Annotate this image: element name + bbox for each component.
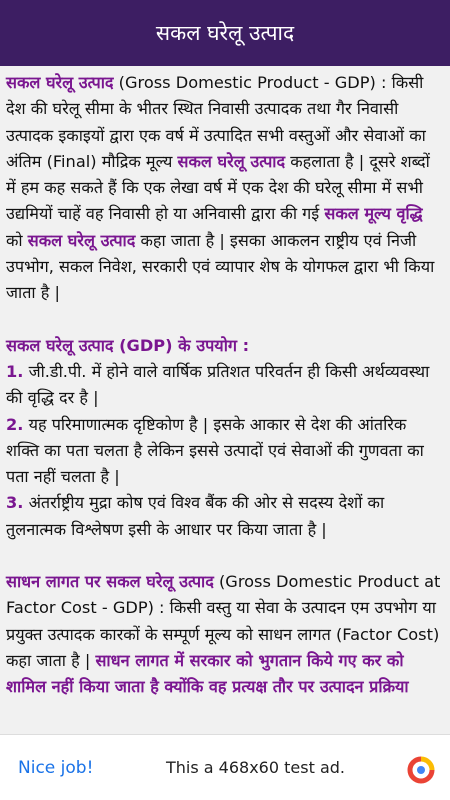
- text-segment: (Gross Domestic Product at Factor Cost - GDP) : किसी वस्तु या सेवा के उत्पादन एम उपभोग या प्रयुक्त उत्पादक कारकों के सम्पूर्ण मूल्य को साधन लागत (Factor Cost) कहा जाता है |: [6, 572, 441, 670]
- item-text: अंतर्राष्ट्रीय मुद्रा कोष एवं विश्व बैंक की ओर से सदस्य देशों का तुलनात्मक विश्लेषण इसी के आधार पर किया जाता है |: [6, 493, 385, 539]
- text-segment: को: [6, 230, 28, 250]
- item-text: यह परिमाणात्मक दृष्टिकोण है | इसके आकार से देश की आंतरिक शक्ति का पता चलता है लेकिन इससे उत्पादों एवं सेवाओं की गुणवता का पता नहीं चलता है |: [6, 414, 424, 487]
- term-gdp: सकल घरेलू उत्पाद: [27, 230, 136, 250]
- paragraph-factor-cost: [6, 569, 444, 700]
- text-segment: (Gross Domestic Product - GDP) : किसी देश की घरेलू सीमा के भीतर स्थित निवासी उत्पादक तथा गैर निवासी उत्पादक इकाइयों द्वारा एक वर्ष में उत्पादित सभी वस्तुओं और सेवाओं का अंतिम (Final) मौद्रिक मूल्य: [6, 73, 426, 171]
- ad-banner[interactable]: [0, 734, 450, 800]
- page-title: सकल घरेलू उत्पाद: [155, 21, 295, 45]
- term-gdp: सकल घरेलू उत्पाद: [177, 151, 286, 171]
- factor-cost-heading: साधन लागत पर सकल घरेलू उत्पाद: [6, 572, 214, 592]
- text-segment: कहलाता है | दूसरे शब्दों में हम कह सकते हैं कि एक लेखा वर्ष में एक देश की घरेलू सीमा में सभी उद्यमियों चाहें वह निवासी हो या अनिवासी द्वारा की गई: [6, 151, 430, 224]
- item-number: 3.: [6, 493, 24, 513]
- factor-cost-highlight: साधन लागत में सरकार को भुगतान किये गए कर को शामिल नहीं किया जाता है क्योंकि वह प्रत्यक्ष तौर पर उत्पादन प्रक्रिया: [6, 650, 409, 697]
- list-item: [6, 490, 444, 543]
- list-item: [6, 359, 444, 412]
- section-heading-uses: [6, 333, 444, 359]
- term-gdp-heading: सकल घरेलू उत्पाद: [6, 73, 114, 92]
- item-text: जी.डी.पी. में होने वाले वार्षिक प्रतिशत परिवर्तन ही किसी अर्थव्यवस्था की वृद्धि दर है |: [6, 361, 430, 408]
- app-bar: [0, 0, 450, 66]
- list-item: [6, 412, 444, 491]
- item-number: 1.: [6, 361, 24, 381]
- paragraph-definition: [6, 70, 444, 307]
- ad-label: Nice job!: [18, 757, 94, 778]
- article-content: [0, 66, 450, 734]
- item-number: 2.: [6, 414, 24, 434]
- ad-text: This a 468x60 test ad.: [166, 758, 345, 777]
- text-segment: कहा जाता है | इसका आकलन राष्ट्रीय एवं निजी उपभोग, सकल निवेश, सरकारी एवं व्यापार शेष के योगफल द्वारा भी किया जाता है |: [6, 230, 435, 303]
- uses-heading: सकल घरेलू उत्पाद (GDP) के उपयोग :: [6, 335, 250, 355]
- admob-logo-icon: [406, 755, 436, 785]
- term-gross-value-added: सकल मूल्य वृद्धि: [324, 204, 423, 224]
